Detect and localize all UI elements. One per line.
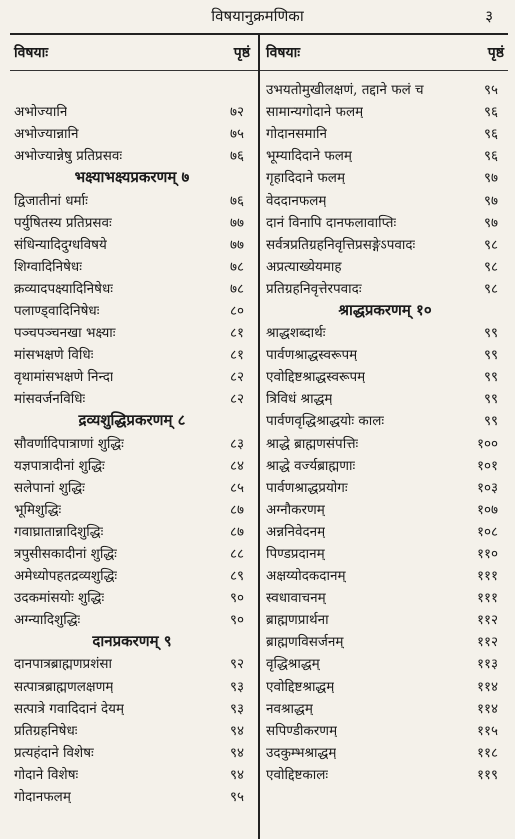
entry-page: ९४ — [229, 766, 244, 783]
toc-entry — [266, 586, 504, 608]
entry-page: ११४ — [476, 700, 498, 717]
entry-page: ८५ — [229, 479, 244, 496]
entry-page: ९८ — [483, 258, 498, 275]
entry-page: ८८ — [229, 546, 244, 563]
entry-title: त्रिविधं श्राद्धम् — [266, 391, 333, 408]
entry-page: ११२ — [476, 612, 498, 629]
entry-page: ९६ — [483, 148, 498, 165]
subject-header: विषयाः — [266, 45, 301, 61]
entry-title: पलाण्ड्वादिनिषेधः — [14, 302, 100, 319]
entry-title: पार्वणश्राद्धप्रयोगः — [266, 479, 348, 496]
entry-page: १११ — [476, 590, 498, 607]
entry-title: स्वधावाचनम् — [266, 590, 326, 607]
toc-entry — [14, 122, 250, 144]
entry-title: सत्पात्रे गवादिदानं देयम् — [14, 700, 125, 717]
entry-title: द्विजातीनां धर्माः — [14, 192, 88, 209]
entry-title: त्रपुसीसकादीनां शुद्धिः — [14, 546, 117, 563]
entry-title: अमेध्योपहतद्रव्यशुद्धिः — [14, 568, 118, 585]
toc-entry — [14, 100, 250, 122]
entry-page: १०८ — [476, 523, 498, 540]
toc-entry — [14, 255, 250, 277]
toc-entry — [266, 719, 504, 741]
toc-entry — [14, 365, 250, 387]
toc-entry — [266, 675, 504, 697]
toc-entry — [266, 255, 504, 277]
toc-entry — [14, 675, 250, 697]
entry-page: ९९ — [483, 413, 498, 430]
left-column — [14, 40, 250, 807]
entry-title: पार्वणवृद्धिश्राद्धयोः कालः — [266, 413, 385, 430]
toc-entry — [266, 100, 504, 122]
entry-title: पार्वणश्राद्धस्वरूपम् — [266, 347, 358, 364]
spacer-row — [14, 78, 250, 100]
entry-page: ८२ — [229, 369, 244, 386]
page-header: पृष्ठं — [487, 45, 504, 61]
entry-title: गृहादिदाने फलम् — [266, 170, 346, 187]
entry-page: ९७ — [483, 170, 498, 187]
entry-title: श्राद्धे वर्ज्यब्राह्मणाः — [266, 457, 356, 474]
toc-entry — [266, 409, 504, 431]
entry-page: ९८ — [483, 236, 498, 253]
left-column-header — [14, 40, 250, 66]
entry-page: ८२ — [229, 391, 244, 408]
entry-title: मांसवर्जनविधिः — [14, 391, 86, 408]
toc-entry — [14, 542, 250, 564]
section-heading: दानप्रकरणम् ९ — [92, 632, 172, 651]
entry-title: दानं विनापि दानफलावाप्तिः — [266, 214, 397, 231]
toc-entry — [14, 763, 250, 785]
entry-page: ७८ — [229, 258, 244, 275]
entry-page: ८३ — [229, 435, 244, 452]
toc-entry — [14, 432, 250, 454]
entry-page: १११ — [476, 568, 498, 585]
entry-page: ९९ — [483, 369, 498, 386]
entry-page: ८७ — [229, 501, 244, 518]
entry-page: ९४ — [229, 722, 244, 739]
toc-entry — [14, 343, 250, 365]
toc-entry — [14, 586, 250, 608]
right-column — [266, 40, 504, 785]
entry-page: ११२ — [476, 634, 498, 651]
entry-page: ७८ — [229, 280, 244, 297]
entry-title: सर्वत्रप्रतिग्रहनिवृत्तिप्रसङ्गेऽपवादः — [266, 236, 416, 253]
toc-entry — [266, 277, 504, 299]
entry-title: वेददानफलम् — [266, 192, 327, 209]
entry-page: ११५ — [476, 722, 498, 739]
entry-page: ११८ — [476, 744, 498, 761]
entry-title: एवोद्दिष्टश्राद्धस्वरूपम् — [266, 369, 366, 386]
entry-title: अभोज्यान्नेषु प्रतिप्रसवः — [14, 148, 123, 165]
column-divider — [258, 33, 260, 839]
toc-entry — [14, 719, 250, 741]
toc-entry — [266, 520, 504, 542]
entry-page: ९६ — [483, 104, 498, 121]
toc-entry — [266, 741, 504, 763]
toc-entry — [14, 652, 250, 674]
toc-entry — [14, 564, 250, 586]
entry-title: गोदानसमानि — [266, 126, 327, 143]
section-heading: भक्ष्याभक्ष्यप्रकरणम् ७ — [74, 168, 190, 187]
entry-title: शिग्वादिनिषेधः — [14, 258, 82, 275]
entry-title: एवोद्दिष्टश्राद्धम् — [266, 678, 335, 695]
toc-entry — [14, 498, 250, 520]
entry-title: सामान्यगोदाने फलम् — [266, 104, 364, 121]
toc-entry — [14, 387, 250, 409]
entry-title: अग्न्यादिशुद्धिः — [14, 612, 81, 629]
toc-entry — [14, 233, 250, 255]
entry-title: अन्ननिवेदनम् — [266, 523, 326, 540]
entry-page: ८१ — [229, 325, 244, 342]
toc-entry — [266, 166, 504, 188]
toc-entry — [14, 277, 250, 299]
toc-entry — [266, 608, 504, 630]
toc-entry — [14, 321, 250, 343]
section-heading: श्राद्धप्रकरणम् १० — [338, 300, 432, 319]
entry-title: वृथामांसभक्षणे निन्दा — [14, 369, 114, 386]
entry-title: अभोज्यानि — [14, 104, 68, 121]
toc-entry — [14, 299, 250, 321]
entry-title: नवश्राद्धम् — [266, 700, 313, 717]
entry-page: ८१ — [229, 347, 244, 364]
entry-page: ८० — [229, 302, 244, 319]
entry-title: प्रतिग्रहनिवृत्तेरपवादः — [266, 280, 362, 297]
entry-page: ९७ — [483, 214, 498, 231]
entry-page: ९० — [229, 612, 244, 629]
entry-title: उदकुम्भश्राद्धम् — [266, 744, 337, 761]
toc-entry — [266, 542, 504, 564]
toc-entry — [14, 608, 250, 630]
toc-entry — [266, 476, 504, 498]
toc-entry — [266, 630, 504, 652]
toc-entry — [266, 498, 504, 520]
entry-title: गोदाने विशेषः — [14, 766, 79, 783]
right-column-header — [266, 40, 504, 66]
entry-title: यज्ञपात्रादीनां शुद्धिः — [14, 457, 105, 474]
toc-entry — [266, 564, 504, 586]
entry-page: ९० — [229, 590, 244, 607]
entry-page: ७७ — [229, 236, 244, 253]
entry-page: ९३ — [229, 700, 244, 717]
entry-page: ९३ — [229, 678, 244, 695]
entry-page: ९५ — [229, 789, 244, 806]
entry-title: भूम्यादिदाने फलम् — [266, 148, 352, 165]
toc-entry — [14, 785, 250, 807]
page-title: विषयानुक्रमणिका — [211, 7, 304, 25]
toc-entry — [14, 476, 250, 498]
entry-title: गवाघ्रातान्नादिशुद्धिः — [14, 523, 104, 540]
entry-page: १०७ — [476, 501, 498, 518]
toc-entry — [14, 741, 250, 763]
entry-title: सपिण्डीकरणम् — [266, 722, 338, 739]
entry-page: ९६ — [483, 126, 498, 143]
entry-page: ९९ — [483, 325, 498, 342]
right-entries — [266, 78, 504, 785]
entry-title: भूमिशुद्धिः — [14, 501, 62, 518]
toc-entry — [266, 188, 504, 210]
entry-page: १०१ — [476, 457, 498, 474]
toc-entry — [266, 321, 504, 343]
entry-title: श्राद्धे ब्राह्मणसंपत्तिः — [266, 435, 359, 452]
entry-page: ७७ — [229, 214, 244, 231]
entry-title: अभोज्यान्नानि — [14, 126, 79, 143]
entry-title: पर्युषितस्य प्रतिप्रसवः — [14, 214, 112, 231]
entry-page: ११३ — [476, 656, 498, 673]
entry-title: ब्राह्मणप्रार्थना — [266, 612, 329, 629]
entry-title: सलेपानां शुद्धिः — [14, 479, 85, 496]
entry-title: उभयतोमुखीलक्षणं, तद्दाने फलं च — [266, 82, 424, 99]
toc-entry — [14, 211, 250, 233]
entry-page: ८४ — [229, 457, 244, 474]
entry-page: ७२ — [229, 104, 244, 121]
entry-page: ९५ — [483, 82, 498, 99]
section-heading: द्रव्यशुद्धिप्रकरणम् ८ — [78, 411, 186, 430]
subject-header: विषयाः — [14, 45, 49, 61]
left-entries — [14, 78, 250, 807]
entry-title: गोदानफलम् — [14, 789, 71, 806]
toc-entry — [266, 122, 504, 144]
entry-page: ९८ — [483, 280, 498, 297]
entry-title: प्रतिग्रहनिषेधः — [14, 722, 78, 739]
toc-entry — [14, 697, 250, 719]
entry-title: एवोद्दिष्टकालः — [266, 766, 329, 783]
entry-title: दानपात्रब्राह्मणप्रशंसा — [14, 656, 113, 673]
entry-page: ११० — [476, 546, 498, 563]
toc-entry — [266, 387, 504, 409]
entry-page: ९७ — [483, 192, 498, 209]
entry-page: ११४ — [476, 678, 498, 695]
entry-title: संधिन्यादिदुग्धविषये — [14, 236, 107, 253]
entry-page: ७५ — [229, 126, 244, 143]
entry-title: पिण्डप्रदानम् — [266, 546, 325, 563]
entry-page: ७६ — [229, 148, 244, 165]
entry-title: सौवर्णादिपात्राणां शुद्धिः — [14, 435, 124, 452]
toc-entry — [266, 233, 504, 255]
entry-page: ९९ — [483, 391, 498, 408]
entry-page: ८९ — [229, 568, 244, 585]
entry-title: उदकमांसयोः शुद्धिः — [14, 590, 105, 607]
entry-page: ९२ — [229, 656, 244, 673]
entry-title: सत्पात्रब्राह्मणलक्षणम् — [14, 678, 114, 695]
toc-entry — [266, 343, 504, 365]
toc-entry — [14, 520, 250, 542]
entry-title: ब्राह्मणविसर्जनम् — [266, 634, 344, 651]
entry-page: १०३ — [476, 479, 498, 496]
entry-title: मांसभक्षणे विधिः — [14, 347, 94, 364]
entry-title: श्राद्धशब्दार्थः — [266, 325, 326, 342]
toc-entry — [14, 454, 250, 476]
entry-page: ९४ — [229, 744, 244, 761]
entry-title: प्रत्यहंदाने विशेषः — [14, 744, 94, 761]
toc-entry — [266, 432, 504, 454]
toc-entry — [266, 144, 504, 166]
page-number: ३ — [485, 7, 493, 25]
entry-page: ९९ — [483, 347, 498, 364]
entry-title: अग्नौकरणम् — [266, 501, 325, 518]
toc-entry — [266, 78, 504, 100]
entry-page: ८७ — [229, 523, 244, 540]
toc-entry — [266, 211, 504, 233]
entry-title: अक्षय्योदकदानम् — [266, 568, 346, 585]
entry-title: क्रव्यादपक्ष्यादिनिषेधः — [14, 280, 113, 297]
entry-title: वृद्धिश्राद्धम् — [266, 656, 320, 673]
entry-page: ११९ — [476, 766, 498, 783]
entry-page: १०० — [476, 435, 498, 452]
toc-entry — [266, 763, 504, 785]
toc-entry — [266, 365, 504, 387]
toc-entry — [266, 454, 504, 476]
entry-title: अप्रत्याख्येयमाह — [266, 258, 342, 275]
toc-entry — [14, 144, 250, 166]
entry-page: ७६ — [229, 192, 244, 209]
toc-entry — [266, 697, 504, 719]
entry-title: पञ्चपञ्चनखा भक्ष्याः — [14, 325, 116, 342]
page-header: पृष्ठं — [233, 45, 250, 61]
toc-entry — [266, 652, 504, 674]
toc-entry — [14, 188, 250, 210]
